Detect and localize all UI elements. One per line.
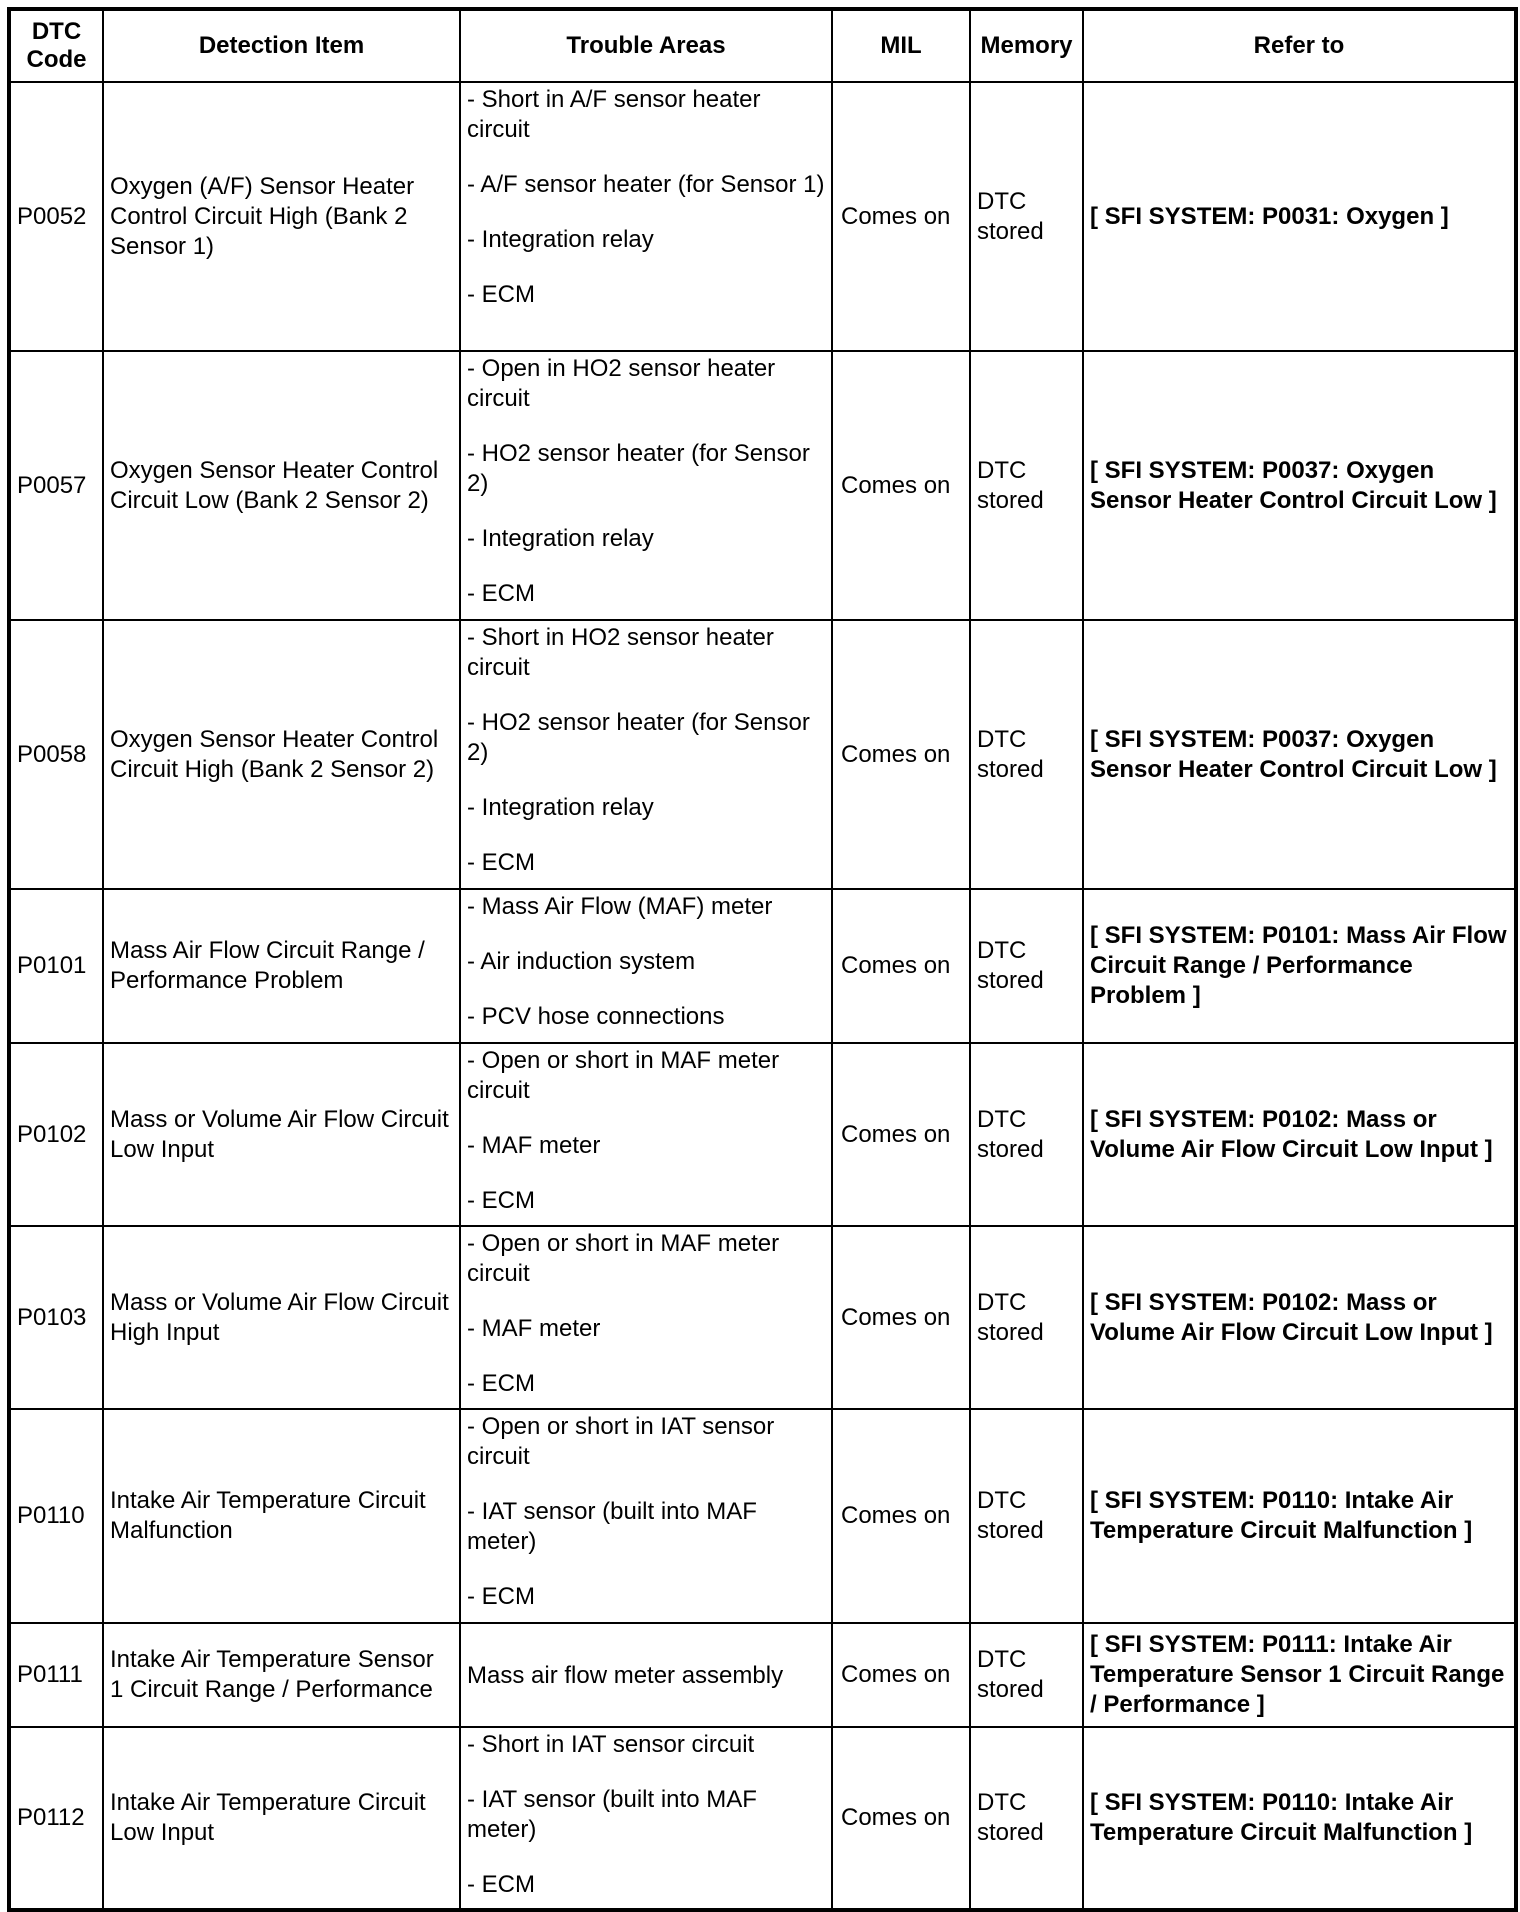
trouble-areas-cell xyxy=(460,1043,832,1226)
trouble-area-item: - Open or short in IAT sensor circuit xyxy=(467,1413,775,1470)
dtc-code-cell: P0058 xyxy=(9,620,103,889)
table-row xyxy=(9,1409,1516,1623)
trouble-area-item: - IAT sensor (built into MAF meter) xyxy=(467,1786,757,1843)
memory-cell: DTC stored xyxy=(970,1226,1083,1409)
table-body xyxy=(9,82,1516,1910)
trouble-area-item: - ECM xyxy=(467,1583,535,1610)
dtc-code-cell: P0102 xyxy=(9,1043,103,1226)
refer-to-cell: [ SFI SYSTEM: P0111: Intake Air Temperature Sensor 1 Circuit Range / Performance ] xyxy=(1083,1623,1516,1727)
area-spacer xyxy=(467,977,825,1002)
detection-item-cell: Mass or Volume Air Flow Circuit Low Input xyxy=(103,1043,460,1226)
dtc-code-cell: P0057 xyxy=(9,351,103,620)
area-spacer xyxy=(467,255,825,280)
detection-item-cell: Oxygen Sensor Heater Control Circuit Low (Bank 2 Sensor 2) xyxy=(103,351,460,620)
table-row xyxy=(9,82,1516,351)
area-spacer xyxy=(467,922,825,947)
trouble-areas-cell xyxy=(460,889,832,1043)
trouble-areas-cell xyxy=(460,1409,832,1623)
area-spacer xyxy=(467,554,825,579)
refer-to-cell: [ SFI SYSTEM: P0102: Mass or Volume Air Flow Circuit Low Input ] xyxy=(1083,1226,1516,1409)
trouble-areas-cell xyxy=(460,620,832,889)
memory-cell: DTC stored xyxy=(970,889,1083,1043)
memory-cell: DTC stored xyxy=(970,1727,1083,1910)
memory-cell: DTC stored xyxy=(970,1623,1083,1727)
table-row xyxy=(9,351,1516,620)
detection-item-cell: Mass Air Flow Circuit Range / Performance Problem xyxy=(103,889,460,1043)
refer-to-cell: [ SFI SYSTEM: P0102: Mass or Volume Air Flow Circuit Low Input ] xyxy=(1083,1043,1516,1226)
trouble-areas-cell xyxy=(460,351,832,620)
header-trouble-areas: Trouble Areas xyxy=(460,9,832,82)
dtc-code-cell: P0112 xyxy=(9,1727,103,1910)
mil-cell: Comes on xyxy=(832,889,970,1043)
area-spacer xyxy=(467,414,825,439)
trouble-area-item: - ECM xyxy=(467,1871,535,1898)
dtc-code-cell: P0103 xyxy=(9,1226,103,1409)
dtc-code-cell: P0052 xyxy=(9,82,103,351)
trouble-area-item: - Integration relay xyxy=(467,525,654,552)
refer-to-cell: [ SFI SYSTEM: P0110: Intake Air Temperature Circuit Malfunction ] xyxy=(1083,1409,1516,1623)
trouble-area-item: - Open or short in MAF meter circuit xyxy=(467,1230,780,1287)
detection-item-cell: Intake Air Temperature Circuit Low Input xyxy=(103,1727,460,1910)
detection-item-cell: Intake Air Temperature Sensor 1 Circuit Range / Performance xyxy=(103,1623,460,1727)
table-header-row xyxy=(9,9,1516,82)
header-refer-to: Refer to xyxy=(1083,9,1516,82)
memory-cell: DTC stored xyxy=(970,1409,1083,1623)
dtc-code-cell: P0111 xyxy=(9,1623,103,1727)
dtc-table xyxy=(7,7,1518,1912)
refer-to-cell: [ SFI SYSTEM: P0037: Oxygen Sensor Heater Control Circuit Low ] xyxy=(1083,620,1516,889)
trouble-area-item: - Open in HO2 sensor heater circuit xyxy=(467,355,776,412)
refer-to-cell: [ SFI SYSTEM: P0110: Intake Air Temperature Circuit Malfunction ] xyxy=(1083,1727,1516,1910)
header-dtc-code: DTC Code xyxy=(9,9,103,82)
trouble-area-item: - IAT sensor (built into MAF meter) xyxy=(467,1498,757,1555)
memory-cell: DTC stored xyxy=(970,351,1083,620)
refer-to-cell: [ SFI SYSTEM: P0101: Mass Air Flow Circuit Range / Performance Problem ] xyxy=(1083,889,1516,1043)
area-spacer xyxy=(467,1472,825,1497)
memory-cell: DTC stored xyxy=(970,620,1083,889)
trouble-area-item: Mass air flow meter assembly xyxy=(467,1662,784,1689)
trouble-area-item: - Air induction system xyxy=(467,948,696,975)
area-spacer xyxy=(467,200,825,225)
trouble-areas-cell xyxy=(460,82,832,351)
detection-item-cell: Oxygen (A/F) Sensor Heater Control Circuit High (Bank 2 Sensor 1) xyxy=(103,82,460,351)
mil-cell: Comes on xyxy=(832,1043,970,1226)
table-row xyxy=(9,889,1516,1043)
header-memory: Memory xyxy=(970,9,1083,82)
mil-cell: Comes on xyxy=(832,1623,970,1727)
table-row xyxy=(9,1043,1516,1226)
memory-cell: DTC stored xyxy=(970,1043,1083,1226)
area-spacer xyxy=(467,1760,825,1785)
detection-item-cell: Oxygen Sensor Heater Control Circuit High (Bank 2 Sensor 2) xyxy=(103,620,460,889)
area-spacer xyxy=(467,1557,825,1582)
table-row xyxy=(9,620,1516,889)
header-detection-item: Detection Item xyxy=(103,9,460,82)
detection-item-cell: Mass or Volume Air Flow Circuit High Input xyxy=(103,1226,460,1409)
area-spacer xyxy=(467,1289,825,1314)
trouble-area-item: - MAF meter xyxy=(467,1132,601,1159)
trouble-area-item: - ECM xyxy=(467,1370,535,1397)
table-row xyxy=(9,1226,1516,1409)
area-spacer xyxy=(467,1344,825,1369)
refer-to-cell: [ SFI SYSTEM: P0037: Oxygen Sensor Heater Control Circuit Low ] xyxy=(1083,351,1516,620)
trouble-area-item: - Open or short in MAF meter circuit xyxy=(467,1047,780,1104)
area-spacer xyxy=(467,683,825,708)
refer-to-cell: [ SFI SYSTEM: P0031: Oxygen ] xyxy=(1083,82,1516,351)
trouble-area-item: - ECM xyxy=(467,281,535,308)
dtc-code-cell: P0110 xyxy=(9,1409,103,1623)
trouble-area-item: - HO2 sensor heater (for Sensor 2) xyxy=(467,440,810,497)
area-spacer xyxy=(467,823,825,848)
trouble-area-item: - ECM xyxy=(467,580,535,607)
header-mil: MIL xyxy=(832,9,970,82)
memory-cell: DTC stored xyxy=(970,82,1083,351)
mil-cell: Comes on xyxy=(832,351,970,620)
trouble-area-item: - ECM xyxy=(467,1187,535,1214)
detection-item-cell: Intake Air Temperature Circuit Malfunction xyxy=(103,1409,460,1623)
trouble-area-item: - ECM xyxy=(467,849,535,876)
dtc-table-container xyxy=(7,7,1518,1912)
table-row xyxy=(9,1623,1516,1727)
trouble-areas-cell xyxy=(460,1623,832,1727)
trouble-area-item: - Short in IAT sensor circuit xyxy=(467,1731,755,1758)
trouble-area-item: - Short in A/F sensor heater circuit xyxy=(467,86,761,143)
mil-cell: Comes on xyxy=(832,620,970,889)
area-spacer xyxy=(467,1845,825,1870)
mil-cell: Comes on xyxy=(832,82,970,351)
trouble-area-item: - PCV hose connections xyxy=(467,1003,725,1030)
area-spacer xyxy=(467,499,825,524)
table-row xyxy=(9,1727,1516,1910)
mil-cell: Comes on xyxy=(832,1727,970,1910)
area-spacer xyxy=(467,145,825,170)
trouble-areas-cell xyxy=(460,1727,832,1910)
trouble-area-item: - Short in HO2 sensor heater circuit xyxy=(467,624,774,681)
trouble-area-item: - Integration relay xyxy=(467,226,654,253)
trouble-area-item: - A/F sensor heater (for Sensor 1) xyxy=(467,171,825,198)
area-spacer xyxy=(467,768,825,793)
mil-cell: Comes on xyxy=(832,1409,970,1623)
mil-cell: Comes on xyxy=(832,1226,970,1409)
trouble-area-item: - MAF meter xyxy=(467,1315,601,1342)
trouble-area-item: - HO2 sensor heater (for Sensor 2) xyxy=(467,709,810,766)
trouble-areas-cell xyxy=(460,1226,832,1409)
area-spacer xyxy=(467,1106,825,1131)
trouble-area-item: - Integration relay xyxy=(467,794,654,821)
area-spacer xyxy=(467,1161,825,1186)
dtc-code-cell: P0101 xyxy=(9,889,103,1043)
trouble-area-item: - Mass Air Flow (MAF) meter xyxy=(467,893,773,920)
